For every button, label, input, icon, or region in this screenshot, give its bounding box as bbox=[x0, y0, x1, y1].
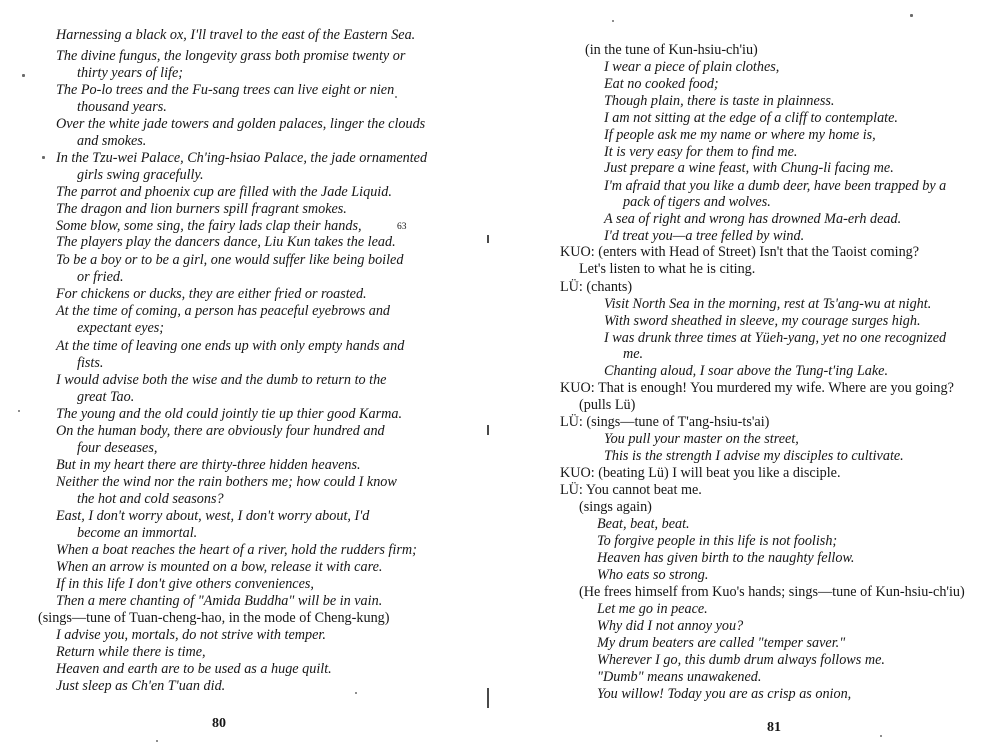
text-line: To forgive people in this life is not foolish; bbox=[597, 533, 838, 549]
text-line: thirty years of life; bbox=[77, 65, 183, 81]
text-line: Then a mere chanting of "Amida Buddha" will be in vain. bbox=[56, 593, 383, 609]
text-line: At the time of leaving one ends up with only empty hands and bbox=[56, 338, 405, 354]
page-number: 81 bbox=[767, 720, 781, 735]
scan-speck bbox=[42, 156, 45, 159]
text-line: girls swing gracefully. bbox=[77, 167, 204, 183]
right-page bbox=[505, 0, 1000, 750]
text-line: I am not sitting at the edge of a cliff to contemplate. bbox=[604, 110, 898, 126]
text-line: Why did I not annoy you? bbox=[597, 618, 744, 634]
text-line: For chickens or ducks, they are either fried or roasted. bbox=[56, 286, 367, 302]
text-line: and smokes. bbox=[77, 133, 147, 149]
text-line: Visit North Sea in the morning, rest at Ts'ang-wu at night. bbox=[604, 296, 932, 312]
text-line: become an immortal. bbox=[77, 525, 198, 541]
dialogue-line: KUO: (enters with Head of Street) Isn't that the Taoist coming? bbox=[560, 244, 920, 260]
text-line: Heaven has given birth to the naughty fellow. bbox=[597, 550, 855, 566]
dialogue-line: LÜ: (sings—tune of T'ang-hsiu-ts'ai) bbox=[560, 414, 770, 430]
text-line: When an arrow is mounted on a bow, release it with care. bbox=[56, 559, 383, 575]
text-line: In the Tzu-wei Palace, Ch'ing-hsiao Palace, the jade ornamented bbox=[56, 150, 428, 166]
text-line: When a boat reaches the heart of a river, hold the rudders firm; bbox=[56, 542, 417, 558]
text-line: I advise you, mortals, do not strive with temper. bbox=[56, 627, 326, 643]
text-line: pack of tigers and wolves. bbox=[623, 194, 771, 210]
text-line: Harnessing a black ox, I'll travel to the east of the Eastern Sea. bbox=[56, 27, 416, 43]
dialogue-line: KUO: That is enough! You murdered my wife. Where are you going? bbox=[560, 380, 954, 396]
stage-direction: (pulls Lü) bbox=[579, 397, 636, 413]
text-line: me. bbox=[623, 346, 644, 362]
gutter-mark bbox=[487, 235, 489, 243]
text-line: Who eats so strong. bbox=[597, 567, 709, 583]
text-line: Some blow, some sing, the fairy lads clap their hands, bbox=[56, 218, 362, 234]
stage-direction: (sings again) bbox=[579, 499, 652, 515]
stage-direction: (He frees himself from Kuo's hands; sings—tune of Kun-hsiu-ch'iu) bbox=[579, 584, 965, 600]
text-line: thousand years. bbox=[77, 99, 167, 115]
scan-speck bbox=[612, 20, 614, 22]
text-line: expectant eyes; bbox=[77, 320, 165, 336]
left-page bbox=[0, 0, 480, 750]
text-line: The dragon and lion burners spill fragrant smokes. bbox=[56, 201, 347, 217]
text-line: Just sleep as Ch'en T'uan did. bbox=[56, 678, 226, 694]
text-line: Return while there is time, bbox=[56, 644, 206, 660]
text-line: At the time of coming, a person has peaceful eyebrows and bbox=[56, 303, 391, 319]
scan-speck bbox=[880, 735, 882, 737]
text-line: But in my heart there are thirty-three hidden heavens. bbox=[56, 457, 361, 473]
text-line: East, I don't worry about, west, I don't worry about, I'd bbox=[56, 508, 370, 524]
scan-speck bbox=[395, 96, 397, 98]
text-line: Wherever I go, this dumb drum always follows me. bbox=[597, 652, 885, 668]
text-line: The parrot and phoenix cup are filled with the Jade Liquid. bbox=[56, 184, 392, 200]
text-line: On the human body, there are obviously four hundred and bbox=[56, 423, 385, 439]
text-line: Just prepare a wine feast, with Chung-li facing me. bbox=[604, 160, 894, 176]
text-line: I'd treat you—a tree felled by wind. bbox=[604, 228, 805, 244]
text-line: fists. bbox=[77, 355, 104, 371]
dialogue-line: LÜ: (chants) bbox=[560, 279, 633, 295]
text-line: Chanting aloud, I soar above the Tung-t'ing Lake. bbox=[604, 363, 889, 379]
text-line: Over the white jade towers and golden palaces, linger the clouds bbox=[56, 116, 426, 132]
text-line: "Dumb" means unawakened. bbox=[597, 669, 762, 685]
text-line: Though plain, there is taste in plainness. bbox=[604, 93, 835, 109]
text-line: Neither the wind nor the rain bothers me; how could I know bbox=[56, 474, 397, 490]
text-line: Heaven and earth are to be used as a huge quilt. bbox=[56, 661, 332, 677]
text-line: great Tao. bbox=[77, 389, 135, 405]
text-line: Let me go in peace. bbox=[597, 601, 708, 617]
stage-direction: (in the tune of Kun-hsiu-ch'iu) bbox=[585, 42, 758, 58]
text-line: four deseases, bbox=[77, 440, 158, 456]
gutter-mark bbox=[487, 688, 489, 708]
text-line: You willow! Today you are as crisp as onion, bbox=[597, 686, 852, 702]
text-line: If people ask me my name or where my home is, bbox=[604, 127, 876, 143]
text-line: the hot and cold seasons? bbox=[77, 491, 224, 507]
text-line: To be a boy or to be a girl, one would suffer like being boiled bbox=[56, 252, 404, 268]
text-line: I was drunk three times at Yüeh-yang, yet no one recognized bbox=[604, 330, 947, 346]
footnote-marker: 63 bbox=[397, 222, 407, 232]
text-line: If in this life I don't give others conveniences, bbox=[56, 576, 314, 592]
text-line: A sea of right and wrong has drowned Ma-erh dead. bbox=[604, 211, 902, 227]
page-number: 80 bbox=[212, 716, 226, 731]
scan-speck bbox=[355, 692, 357, 694]
text-line: I would advise both the wise and the dumb to return to the bbox=[56, 372, 387, 388]
scan-speck bbox=[156, 740, 158, 742]
dialogue-line: LÜ: You cannot beat me. bbox=[560, 482, 702, 498]
scan-speck bbox=[910, 14, 913, 17]
text-line: Beat, beat, beat. bbox=[597, 516, 690, 532]
text-line: This is the strength I advise my disciples to cultivate. bbox=[604, 448, 904, 464]
text-line: It is very easy for them to find me. bbox=[604, 144, 798, 160]
text-line: I'm afraid that you like a dumb deer, have been trapped by a bbox=[604, 178, 947, 194]
text-line: Eat no cooked food; bbox=[604, 76, 719, 92]
scan-speck bbox=[18, 410, 20, 412]
text-line: or fried. bbox=[77, 269, 124, 285]
text-line: The Po-lo trees and the Fu-sang trees can live eight or nien bbox=[56, 82, 395, 98]
dialogue-line: Let's listen to what he is citing. bbox=[579, 261, 756, 277]
stage-direction: (sings—tune of Tuan-cheng-hao, in the mode of Cheng-kung) bbox=[38, 610, 390, 626]
text-line: With sword sheathed in sleeve, my courage surges high. bbox=[604, 313, 921, 329]
scan-speck bbox=[22, 74, 25, 77]
text-line: I wear a piece of plain clothes, bbox=[604, 59, 780, 75]
text-line: The players play the dancers dance, Liu Kun takes the lead. bbox=[56, 234, 396, 250]
dialogue-line: KUO: (beating Lü) I will beat you like a disciple. bbox=[560, 465, 841, 481]
gutter-mark bbox=[487, 425, 489, 435]
text-line: My drum beaters are called "temper saver." bbox=[597, 635, 846, 651]
text-line: You pull your master on the street, bbox=[604, 431, 799, 447]
text-line: The young and the old could jointly tie up thier good Karma. bbox=[56, 406, 402, 422]
text-line: The divine fungus, the longevity grass both promise twenty or bbox=[56, 48, 406, 64]
